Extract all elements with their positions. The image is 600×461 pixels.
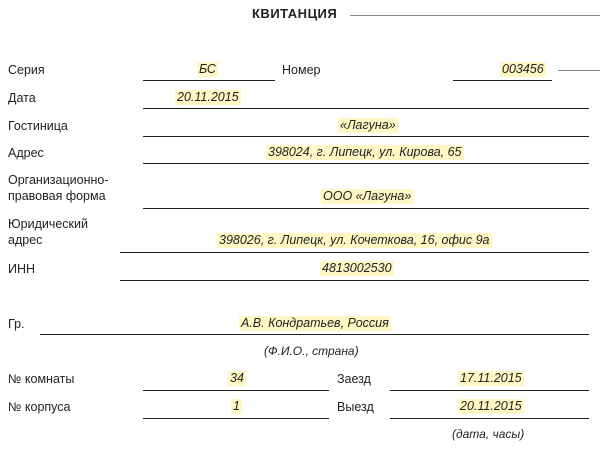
room-value: 34: [230, 371, 244, 385]
number-line-extension: [558, 70, 600, 71]
checkin-line: [390, 390, 589, 391]
date-label: Дата: [8, 91, 36, 105]
hotel-value: «Лагуна»: [340, 118, 396, 132]
hotel-line: [143, 136, 589, 137]
legal-address-value: 398026, г. Липецк, ул. Кочеткова, 16, офис 9а: [219, 233, 490, 247]
checkin-value: 17.11.2015: [460, 371, 522, 385]
building-value: 1: [233, 399, 240, 413]
citizen-hint: (Ф.И.О., страна): [264, 344, 359, 358]
series-line: [143, 80, 275, 81]
inn-value: 4813002530: [322, 261, 392, 275]
room-label: № комнаты: [8, 372, 75, 386]
checkout-label: Выезд: [337, 400, 374, 414]
inn-line: [120, 280, 589, 281]
checkout-value: 20.11.2015: [460, 399, 522, 413]
datetime-hint: (дата, часы): [452, 427, 525, 441]
legal-form-label-line2: правовая форма: [8, 189, 106, 203]
citizen-line: [40, 334, 589, 335]
building-line: [143, 418, 329, 419]
citizen-value: А.В. Кондратьев, Россия: [241, 316, 389, 330]
address-value: 398024, г. Липецк, ул. Кирова, 65: [268, 145, 462, 159]
hotel-label: Гостиница: [8, 119, 68, 133]
inn-label: ИНН: [8, 262, 36, 276]
legal-address-line: [120, 252, 589, 253]
number-value: 003456: [502, 62, 544, 76]
series-label: Серия: [8, 63, 45, 77]
number-label: Номер: [282, 63, 321, 77]
checkout-line: [390, 418, 589, 419]
legal-form-line: [143, 208, 589, 209]
title-underline: [350, 15, 600, 16]
number-line: [453, 80, 552, 81]
series-value: БС: [199, 62, 216, 76]
legal-address-label: Юридический: [8, 217, 88, 231]
receipt-title: КВИТАНЦИЯ: [252, 6, 338, 21]
room-line: [143, 390, 329, 391]
legal-form-label: Организационно-: [8, 173, 109, 187]
legal-form-value: ООО «Лагуна»: [323, 189, 412, 203]
checkin-label: Заезд: [337, 372, 371, 386]
address-line: [143, 163, 589, 164]
date-line: [143, 108, 589, 109]
date-value: 20.11.2015: [177, 90, 239, 104]
citizen-label: Гр.: [8, 317, 25, 331]
address-label: Адрес: [8, 146, 44, 160]
building-label: № корпуса: [8, 400, 71, 414]
legal-address-label-line2: адрес: [8, 233, 43, 247]
